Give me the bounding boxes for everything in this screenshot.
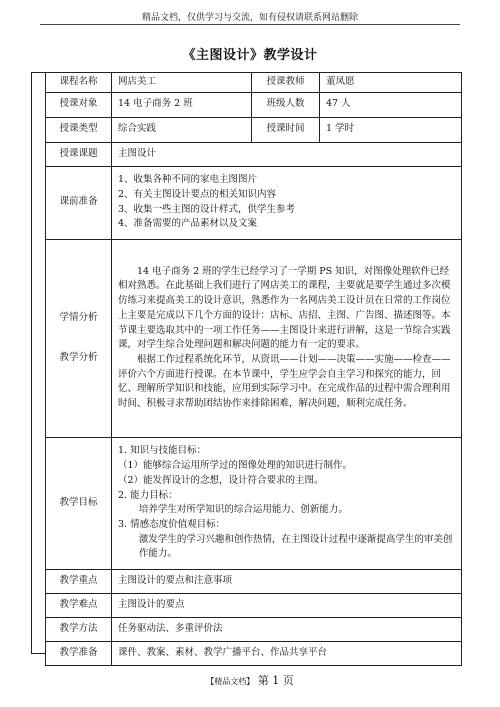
method-value: 任务驱动法、多重评价法	[112, 617, 462, 641]
target-label: 授课对象	[46, 92, 112, 117]
goal-item: （2）能发挥设计的念想，设计符合要求的主图。	[118, 474, 324, 486]
count-value: 47 人	[320, 92, 462, 117]
topic-value: 主图设计	[112, 142, 462, 166]
goal-heading-knowledge: 1. 知识与技能目标：	[118, 445, 207, 457]
list-item: 1、收集各种不同的家电主图图片	[118, 174, 258, 186]
key-point-label: 教学重点	[46, 569, 112, 593]
document-title: 《主图设计》教学设计	[182, 48, 318, 63]
header-note: 精品文档，仅供学习与交流，如有侵权请联系网站删除	[141, 13, 358, 23]
topic-label: 授课课题	[46, 142, 112, 166]
type-value: 综合实践	[112, 117, 252, 142]
goals-content	[112, 437, 462, 569]
lesson-plan-table	[45, 72, 462, 666]
list-item: 2、有关主图设计要点的相关知识内容	[118, 189, 277, 200]
prep-list	[112, 166, 462, 239]
course-value: 网店美工	[112, 73, 252, 93]
teacher-value: 董凤愿	[320, 73, 462, 93]
table-row	[46, 569, 462, 593]
table-row	[46, 117, 462, 142]
learner-analysis-label: 学情分析	[59, 311, 98, 323]
table-row	[46, 617, 462, 641]
difficulty-value: 主图设计的要点	[112, 593, 462, 617]
table-row	[46, 92, 462, 117]
teaching-analysis-label: 教学分析	[59, 352, 98, 364]
time-label: 授课时间	[252, 117, 320, 142]
page-number: 第 1 页	[257, 674, 294, 687]
goal-item: 培养学生对所学知识的综合运用能力、创新能力。	[138, 504, 348, 516]
time-value: 1 学时	[320, 117, 462, 142]
footer-tag: 【精品文档】	[206, 677, 255, 686]
list-item: 4、准备需要的产品素材以及文案	[118, 218, 258, 230]
goals-label: 教学目标	[46, 437, 112, 569]
outer-frame	[31, 72, 46, 654]
key-point-value: 主图设计的要点和注意事项	[112, 569, 462, 593]
table-row	[46, 166, 462, 239]
table-row	[46, 142, 462, 166]
teacher-label: 授课教师	[252, 73, 320, 93]
table-row	[46, 641, 462, 665]
prep-label: 课前准备	[46, 166, 112, 239]
table-row	[46, 437, 462, 569]
page-footer	[0, 672, 500, 688]
target-value: 14 电子商务 2 班	[112, 92, 252, 117]
goal-heading-ability: 2. 能力目标：	[118, 489, 178, 501]
goal-heading-emotion: 3. 情感态度价值观目标：	[118, 518, 226, 530]
course-label: 课程名称	[46, 73, 112, 93]
header-rule	[40, 24, 460, 25]
teaching-analysis-text: 根据工作过程系统化环节，从资讯——计划——决策——实施——检查——评价六个方面进行授课。在本节课中，学生应学会自主学习和探究的能力，回忆、理解所学知识和技能，应用到实际学习中。在完成作品的过程中需合理利用时间、积极寻求帮助团结协作来排除困难，解决问题，顺利完成任务。	[118, 353, 451, 410]
difficulty-label: 教学难点	[46, 593, 112, 617]
table-row	[46, 593, 462, 617]
type-label: 授课类型	[46, 117, 112, 142]
preparation-value: 课件、教案、素材、教学广播平台、作品共享平台	[112, 641, 462, 665]
table-row	[46, 73, 462, 93]
table-row	[46, 239, 462, 437]
learner-analysis-text: 14 电子商务 2 班的学生已经学习了一学期 PS 知识，对图像处理软件已经相对熟悉。在此基础上我们进行了网店美工的课程，主要就是要学生通过多次模仿练习来提高美工的设计意识，熟悉作为一名网店美工设计员在日常的工作岗位上主要是完成以下几个方面的设计：店标、店招、主图、广告图、描述图等。本节课主要选取其中的一项工作任务——主图设计来进行讲解，这是一节综合实践课，对学生综合处理问题和解决问题的能力有一定的要求。	[118, 265, 451, 351]
method-label: 教学方法	[46, 617, 112, 641]
goal-item: 激发学生的学习兴趣和创作热情，在主图设计过程中逐渐提高学生的审美创作能力。	[138, 533, 453, 560]
analysis-labels	[46, 239, 112, 437]
goal-item: （1）能够综合运用所学过的图像处理的知识进行制作。	[118, 460, 353, 472]
preparation-label: 教学准备	[46, 641, 112, 665]
count-label: 班级人数	[252, 92, 320, 117]
analysis-content	[112, 239, 462, 437]
list-item: 3、收集一些主图的设计样式，供学生参考	[118, 203, 296, 215]
